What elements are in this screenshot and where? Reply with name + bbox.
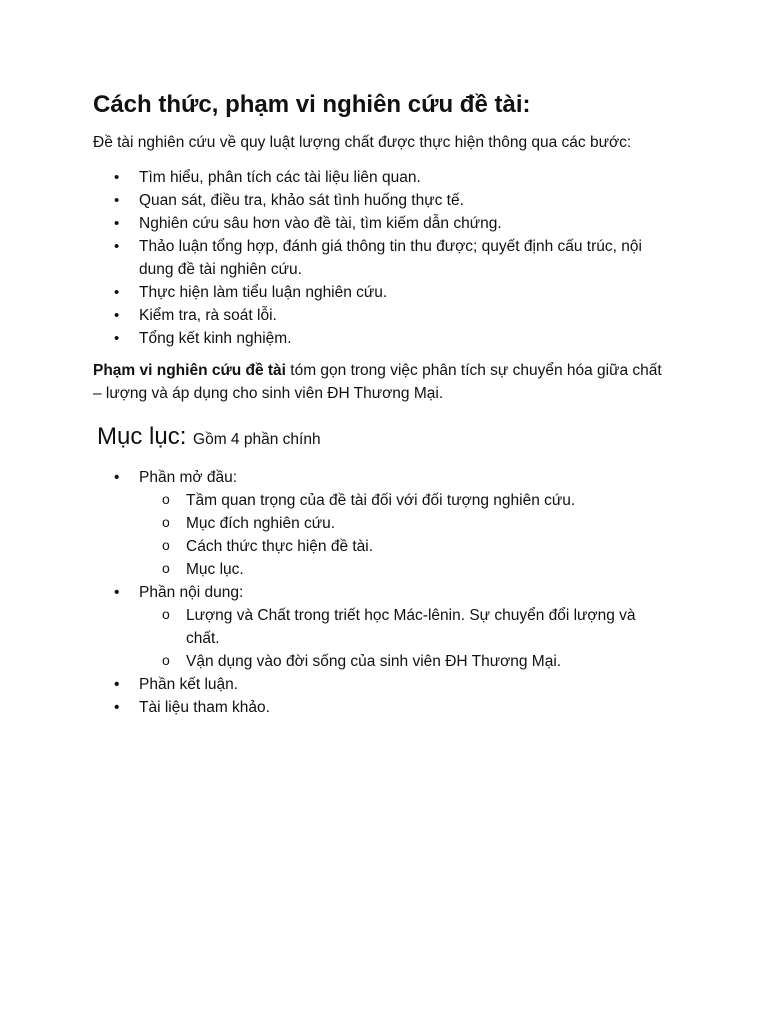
list-item: • Tổng kết kinh nghiệm. [93, 327, 672, 350]
toc-item-references [93, 696, 672, 719]
toc-subitem: o Vận dụng vào đời sống của sinh viên ĐH Thương Mại. [139, 650, 672, 673]
toc-subitem: o Tầm quan trọng của đề tài đối với đối tượng nghiên cứu. [139, 489, 672, 512]
toc-subheading: Gồm 4 phần chính [193, 431, 321, 448]
list-item: • Tìm hiểu, phân tích các tài liệu liên quan. [93, 166, 672, 189]
toc-item-label: Phần mở đầu: [139, 469, 238, 486]
toc-heading [97, 419, 672, 458]
toc-sublist [139, 489, 672, 581]
toc-item-conclusion [93, 673, 672, 696]
toc-item-content [93, 581, 672, 673]
list-item: • Thực hiện làm tiểu luận nghiên cứu. [93, 281, 672, 304]
scope-paragraph [93, 360, 672, 405]
list-item: • Quan sát, điều tra, khảo sát tình huống thực tế. [93, 189, 672, 212]
scope-text: tóm gọn trong việc phân tích sự chuyển hóa giữa chất – lượng và áp dụng cho sinh viên ĐH Thương Mại. [93, 362, 662, 402]
toc-subitem: o Lượng và Chất trong triết học Mác-lênin. Sự chuyển đổi lượng và chất. [139, 604, 672, 650]
toc-subitem: o Mục lục. [139, 558, 672, 581]
steps-list [93, 166, 672, 350]
section-title: Cách thức, phạm vi nghiên cứu đề tài: [93, 91, 531, 118]
scope-bold-lead: Phạm vi nghiên cứu đề tài [93, 362, 286, 379]
toc-item-label: Phần nội dung: [139, 584, 244, 601]
list-item: • Nghiên cứu sâu hơn vào đề tài, tìm kiếm dẫn chứng. [93, 212, 672, 235]
toc-item-label: Tài liệu tham khảo. [139, 699, 270, 716]
toc-colon: : [179, 423, 194, 450]
toc-subitem: o Mục đích nghiên cứu. [139, 512, 672, 535]
toc-list [93, 466, 672, 719]
list-item: • Kiểm tra, rà soát lỗi. [93, 304, 672, 327]
toc-item-label: Phần kết luận. [139, 676, 239, 693]
toc-sublist [139, 604, 672, 673]
toc-item-intro [93, 466, 672, 581]
toc-subitem: o Cách thức thực hiện đề tài. [139, 535, 672, 558]
intro-paragraph: Đề tài nghiên cứu về quy luật lượng chất được thực hiện thông qua các bước: [93, 134, 632, 151]
list-item: • Thảo luận tổng hợp, đánh giá thông tin thu được; quyết định cấu trúc, nội dung đề tài nghiên cứu. [93, 235, 672, 281]
toc-title: Mục lục [97, 423, 180, 450]
